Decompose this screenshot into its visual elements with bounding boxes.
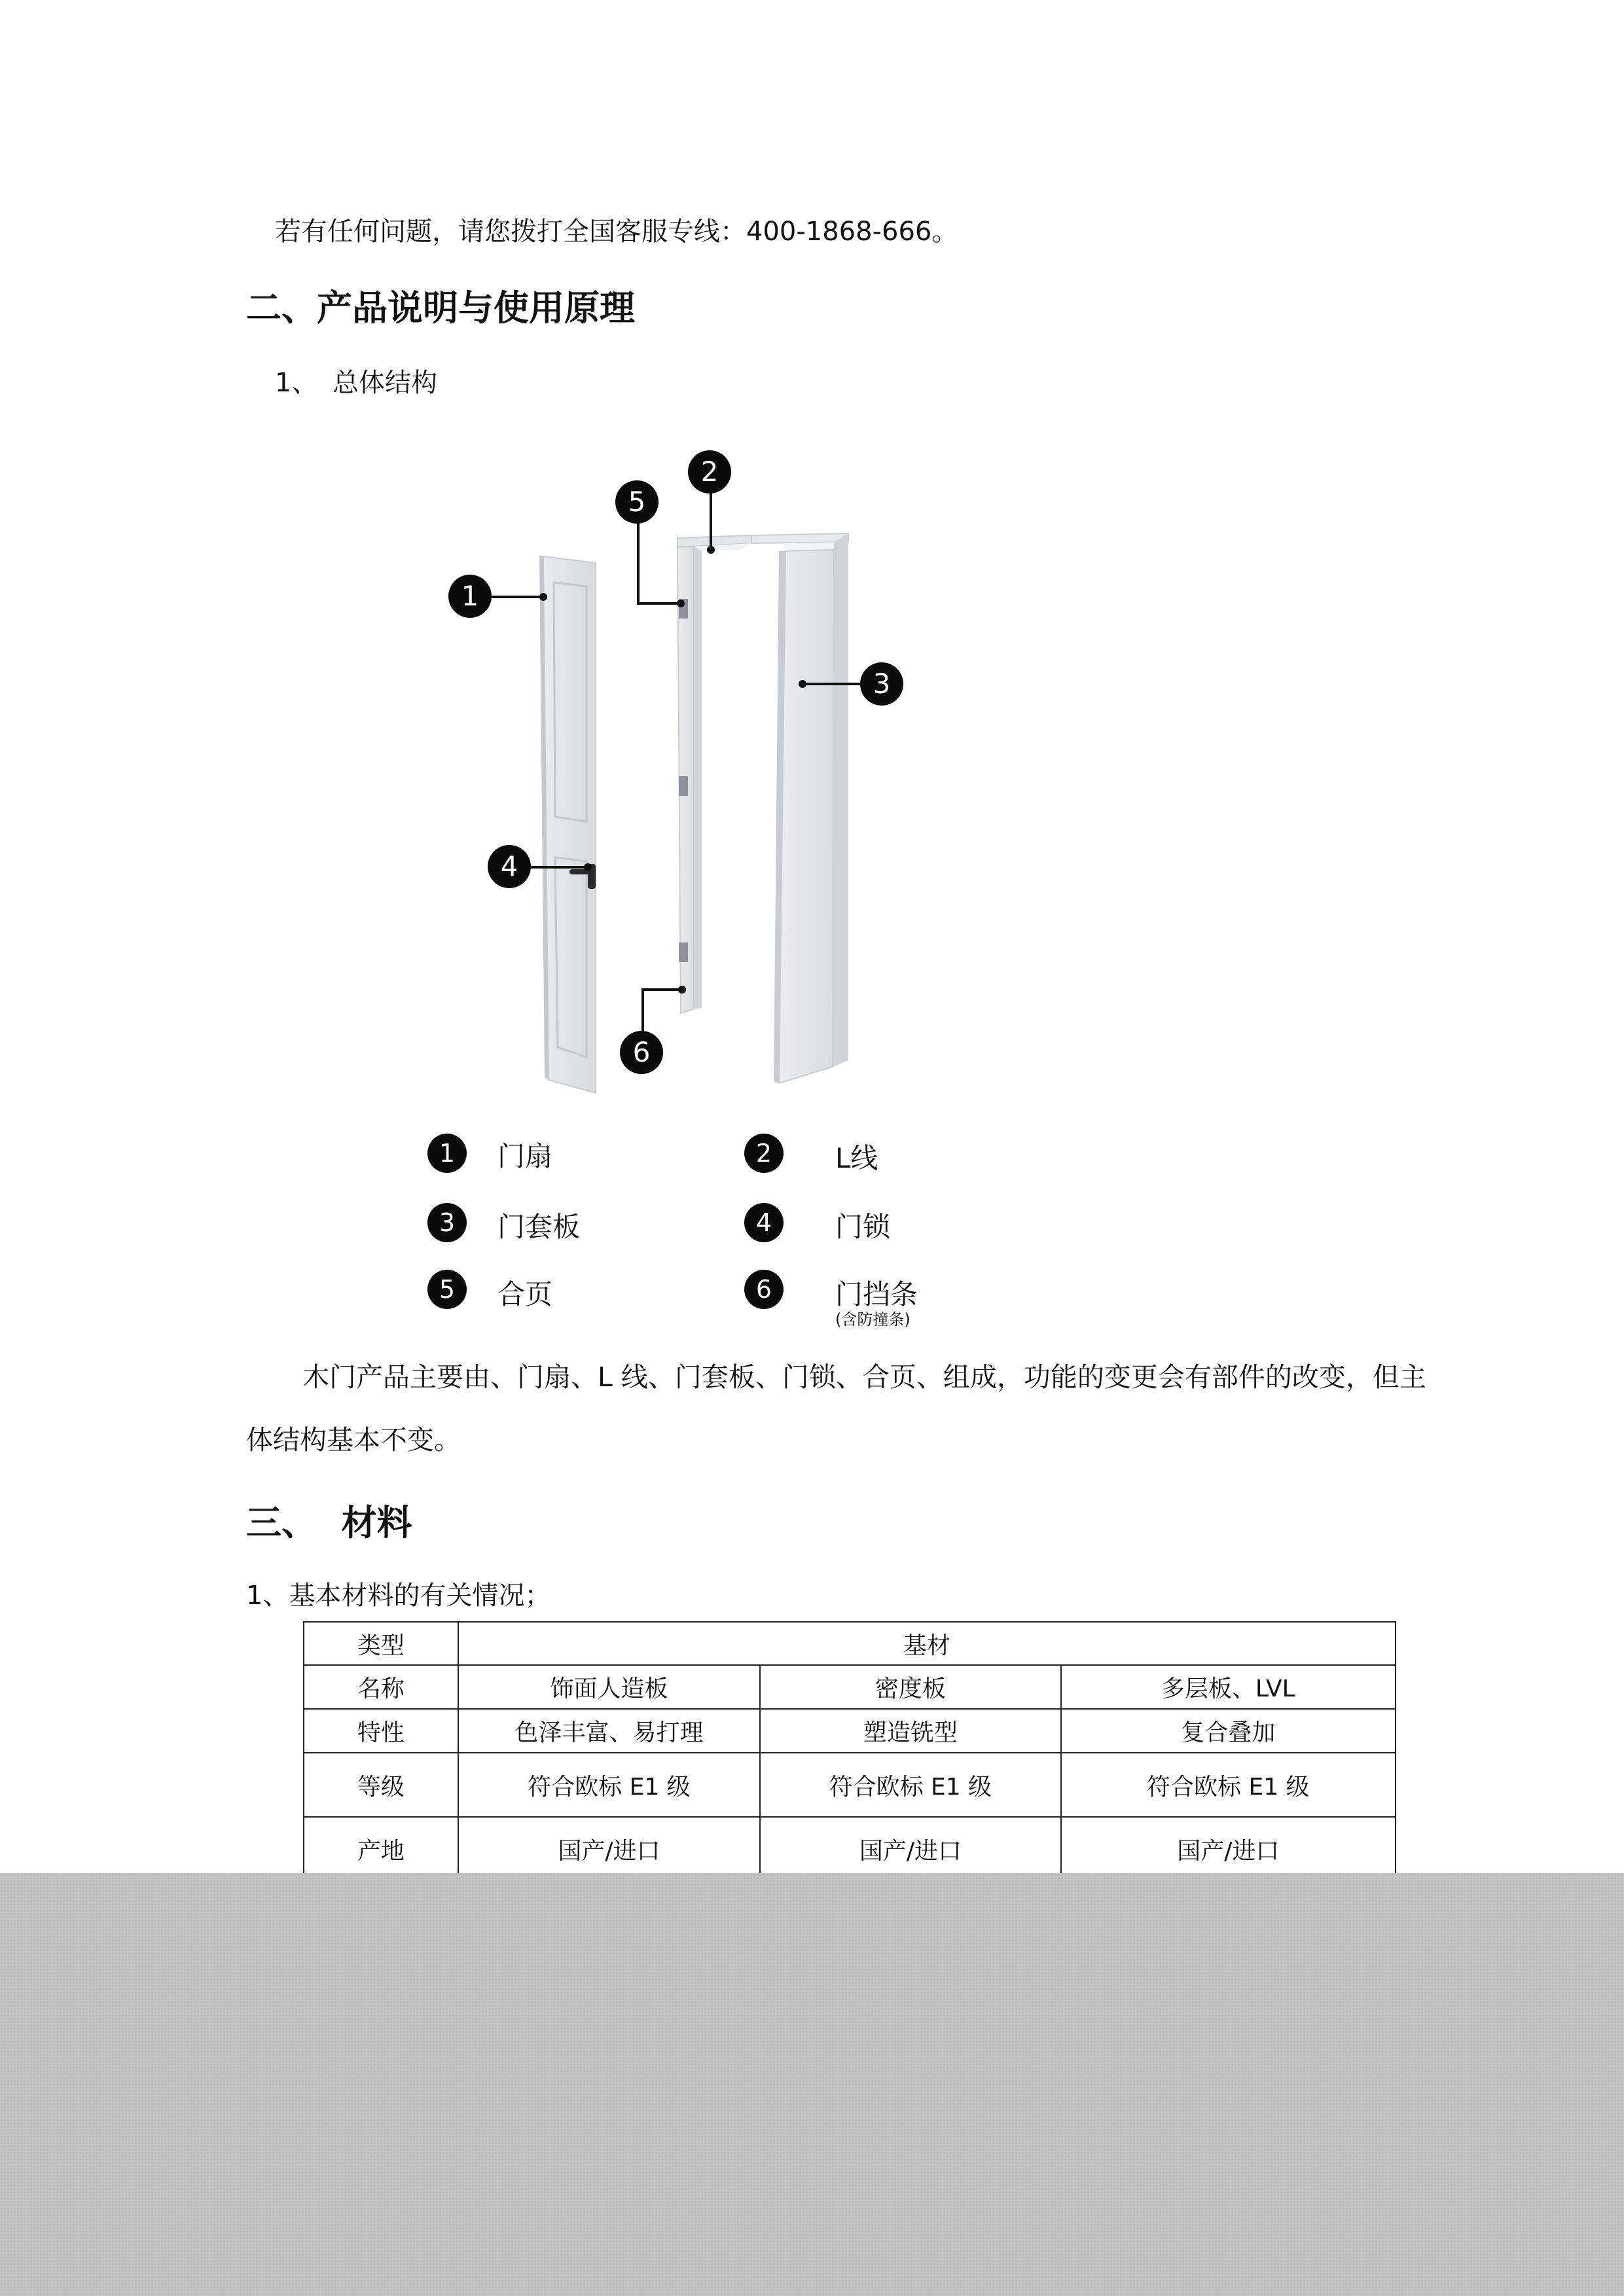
legend-badge-3: 3 xyxy=(427,1203,467,1242)
callout-1-dot xyxy=(539,593,547,601)
callout-4-dot xyxy=(584,863,592,871)
legend-badge-5: 5 xyxy=(427,1270,467,1309)
table-cell: 国产/进口 xyxy=(458,1817,760,1881)
legend-badge-6: 6 xyxy=(744,1270,784,1309)
legend-label-5: 合页 xyxy=(497,1278,553,1310)
callout-6-dot xyxy=(678,986,686,994)
scan-grey-area xyxy=(0,1873,1624,2296)
legend-label-6: 门挡条 xyxy=(835,1278,918,1310)
table-cell: 多层板、LVL xyxy=(1061,1665,1396,1709)
door-illustration xyxy=(432,439,929,1126)
callout-badge-2: 2 xyxy=(688,450,731,493)
table-row xyxy=(304,1817,1396,1881)
callout-6-leader-h xyxy=(641,988,682,991)
callout-5-leader-h xyxy=(637,602,680,605)
description-line-2: 体结构基本不变。 xyxy=(246,1424,461,1456)
door-structure-diagram xyxy=(432,439,929,1126)
header-cell-type: 类型 xyxy=(304,1622,458,1665)
subsection-1-title: 总体结构 xyxy=(333,368,437,398)
callout-6-leader-v xyxy=(641,988,644,1037)
legend-note-6: (含防撞条) xyxy=(835,1310,911,1329)
legend-label-4: 门锁 xyxy=(835,1211,891,1243)
callout-badge-4: 4 xyxy=(488,845,531,888)
callout-badge-5: 5 xyxy=(615,480,659,524)
legend-badge-2: 2 xyxy=(744,1134,784,1173)
table-header-row xyxy=(304,1622,1396,1665)
callout-badge-1: 1 xyxy=(448,575,492,618)
legend-label-3: 门套板 xyxy=(497,1211,581,1243)
section-3-sub-1: 1、基本材料的有关情况； xyxy=(246,1581,551,1611)
table-cell: 色泽丰富、易打理 xyxy=(458,1709,760,1753)
table-cell: 复合叠加 xyxy=(1061,1709,1396,1753)
table-cell: 饰面人造板 xyxy=(458,1665,760,1709)
section-2-heading: 二、产品说明与使用原理 xyxy=(246,287,635,329)
row-label-origin: 产地 xyxy=(304,1817,458,1881)
row-label-name: 名称 xyxy=(304,1665,458,1709)
callout-badge-6: 6 xyxy=(620,1031,663,1074)
table-cell: 符合欧标 E1 级 xyxy=(1061,1753,1396,1817)
callout-3-dot xyxy=(799,680,806,688)
table-row xyxy=(304,1753,1396,1817)
table-row xyxy=(304,1709,1396,1753)
table-cell: 国产/进口 xyxy=(760,1817,1060,1881)
table-cell: 塑造铣型 xyxy=(760,1709,1060,1753)
table-cell: 国产/进口 xyxy=(1061,1817,1396,1881)
legend-label-2: L线 xyxy=(835,1142,878,1174)
header-cell-base: 基材 xyxy=(458,1622,1396,1665)
legend-badge-4: 4 xyxy=(744,1203,784,1242)
materials-table xyxy=(303,1621,1396,1882)
contact-line: 若有任何问题，请您拨打全国客服专线：400-1868-666。 xyxy=(275,217,958,247)
callout-5-dot xyxy=(677,600,685,607)
legend-badge-1: 1 xyxy=(427,1134,467,1173)
legend-label-1: 门扇 xyxy=(497,1140,553,1172)
row-label-grade: 等级 xyxy=(304,1753,458,1817)
callout-5-leader-v xyxy=(637,522,640,605)
door-leaf xyxy=(539,555,596,1093)
table-cell: 密度板 xyxy=(760,1665,1060,1709)
callout-badge-3: 3 xyxy=(860,662,903,706)
callout-2-dot xyxy=(707,546,715,554)
door-frame-left-jamb xyxy=(677,535,751,1013)
subsection-1-number: 1、 xyxy=(275,368,318,398)
table-cell: 符合欧标 E1 级 xyxy=(760,1753,1060,1817)
callout-2-leader xyxy=(710,491,712,548)
door-frame-right-jamb xyxy=(751,533,848,1083)
row-label-feature: 特性 xyxy=(304,1709,458,1753)
table-row xyxy=(304,1665,1396,1709)
section-3-heading: 三、 材料 xyxy=(246,1502,412,1543)
description-line-1: 木门产品主要由、门扇、L 线、门套板、门锁、合页、组成，功能的变更会有部件的改变，但主 xyxy=(302,1361,1426,1393)
table-cell: 符合欧标 E1 级 xyxy=(458,1753,760,1817)
